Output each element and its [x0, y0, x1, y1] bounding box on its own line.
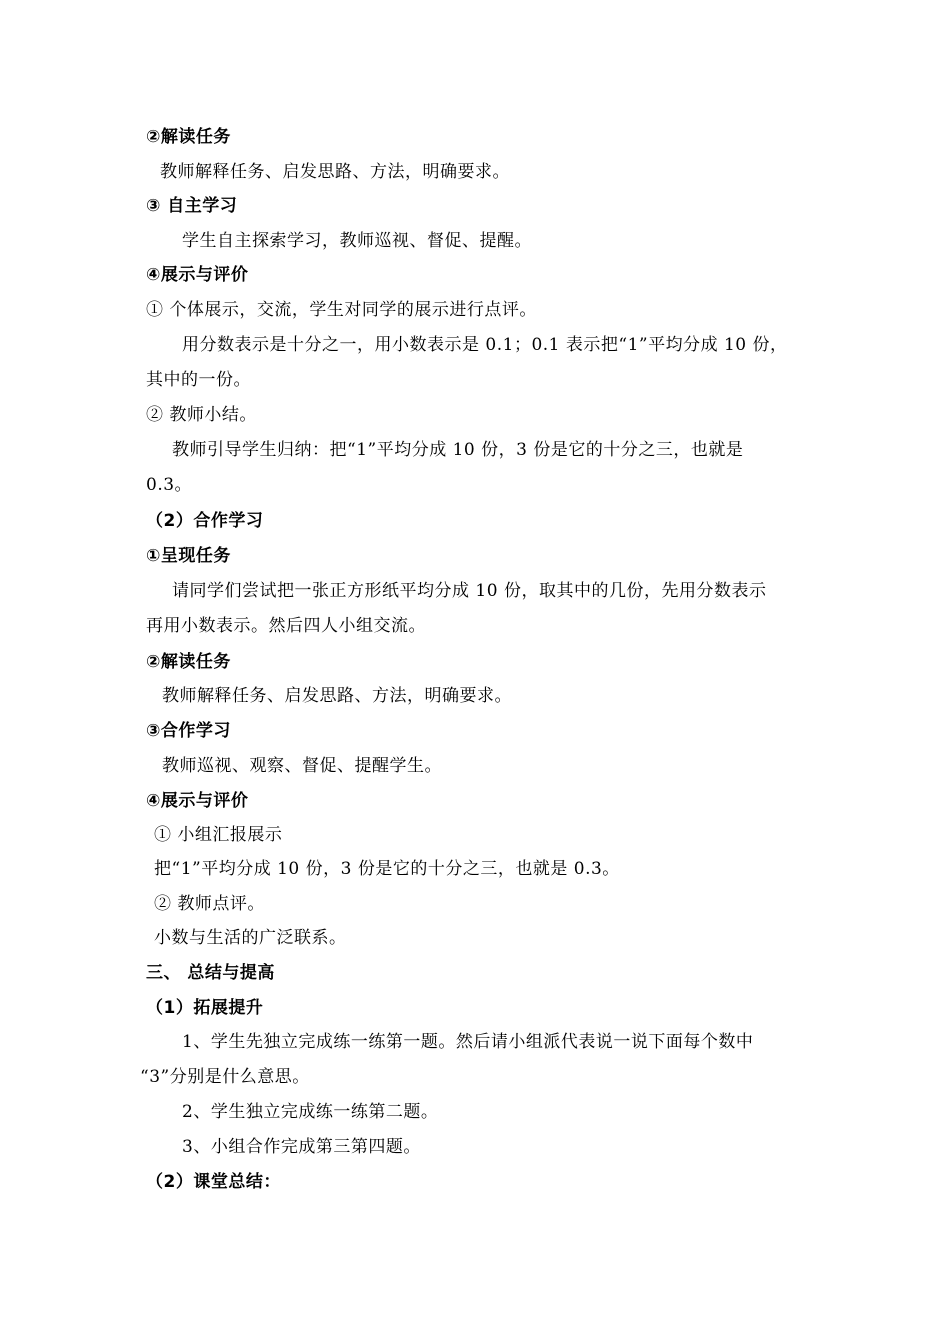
- paragraph-line: 把“1”平均分成 10 份，3 份是它的十分之三，也就是 0.3。: [154, 859, 620, 879]
- paragraph-line: 教师解释任务、启发思路、方法，明确要求。: [162, 686, 512, 706]
- paragraph-line: 学生自主探索学习，教师巡视、督促、提醒。: [182, 231, 532, 251]
- paragraph-line: 3、小组合作完成第三第四题。: [182, 1137, 421, 1157]
- paragraph-line: 教师引导学生归纳：把“1”平均分成 10 份，3 份是它的十分之三，也就是: [172, 440, 744, 460]
- paragraph-line: ② 教师小结。: [146, 405, 257, 425]
- paragraph-line: 小数与生活的广泛联系。: [154, 928, 347, 948]
- paragraph-line: ① 个体展示，交流，学生对同学的展示进行点评。: [146, 300, 537, 320]
- heading-display-evaluate: ④展示与评价: [146, 791, 249, 811]
- paragraph-line: “3”分别是什么意思。: [140, 1067, 310, 1087]
- heading-class-summary: （2）课堂总结：: [146, 1172, 281, 1192]
- paragraph-line: 0.3。: [146, 475, 193, 495]
- paragraph-line: ② 教师点评。: [154, 894, 265, 914]
- paragraph-line: 教师解释任务、启发思路、方法，明确要求。: [160, 162, 510, 182]
- paragraph-line: 用分数表示是十分之一，用小数表示是 0.1；0.1 表示把“1”平均分成 10 份，: [182, 335, 788, 355]
- heading-interpret-task: ②解读任务: [146, 652, 231, 672]
- heading-cooperative-study: ③合作学习: [146, 721, 231, 741]
- paragraph-line: 其中的一份。: [146, 370, 251, 390]
- heading-summary-improve: 三、 总结与提高: [146, 963, 275, 983]
- paragraph-line: 1、学生先独立完成练一练第一题。然后请小组派代表说一说下面每个数中: [182, 1032, 754, 1052]
- paragraph-line: ① 小组汇报展示: [154, 825, 283, 845]
- paragraph-line: 请同学们尝试把一张正方形纸平均分成 10 份，取其中的几份，先用分数表示: [172, 581, 767, 601]
- heading-extension: （1）拓展提升: [146, 998, 264, 1018]
- heading-cooperative-learning: （2）合作学习: [146, 511, 264, 531]
- paragraph-line: 教师巡视、观察、督促、提醒学生。: [162, 756, 442, 776]
- heading-interpret-task: ②解读任务: [146, 127, 231, 147]
- heading-present-task: ①呈现任务: [146, 546, 231, 566]
- heading-display-evaluate: ④展示与评价: [146, 265, 249, 285]
- paragraph-line: 2、学生独立完成练一练第二题。: [182, 1102, 439, 1122]
- paragraph-line: 再用小数表示。然后四人小组交流。: [146, 616, 426, 636]
- heading-self-study: ③ 自主学习: [146, 196, 238, 216]
